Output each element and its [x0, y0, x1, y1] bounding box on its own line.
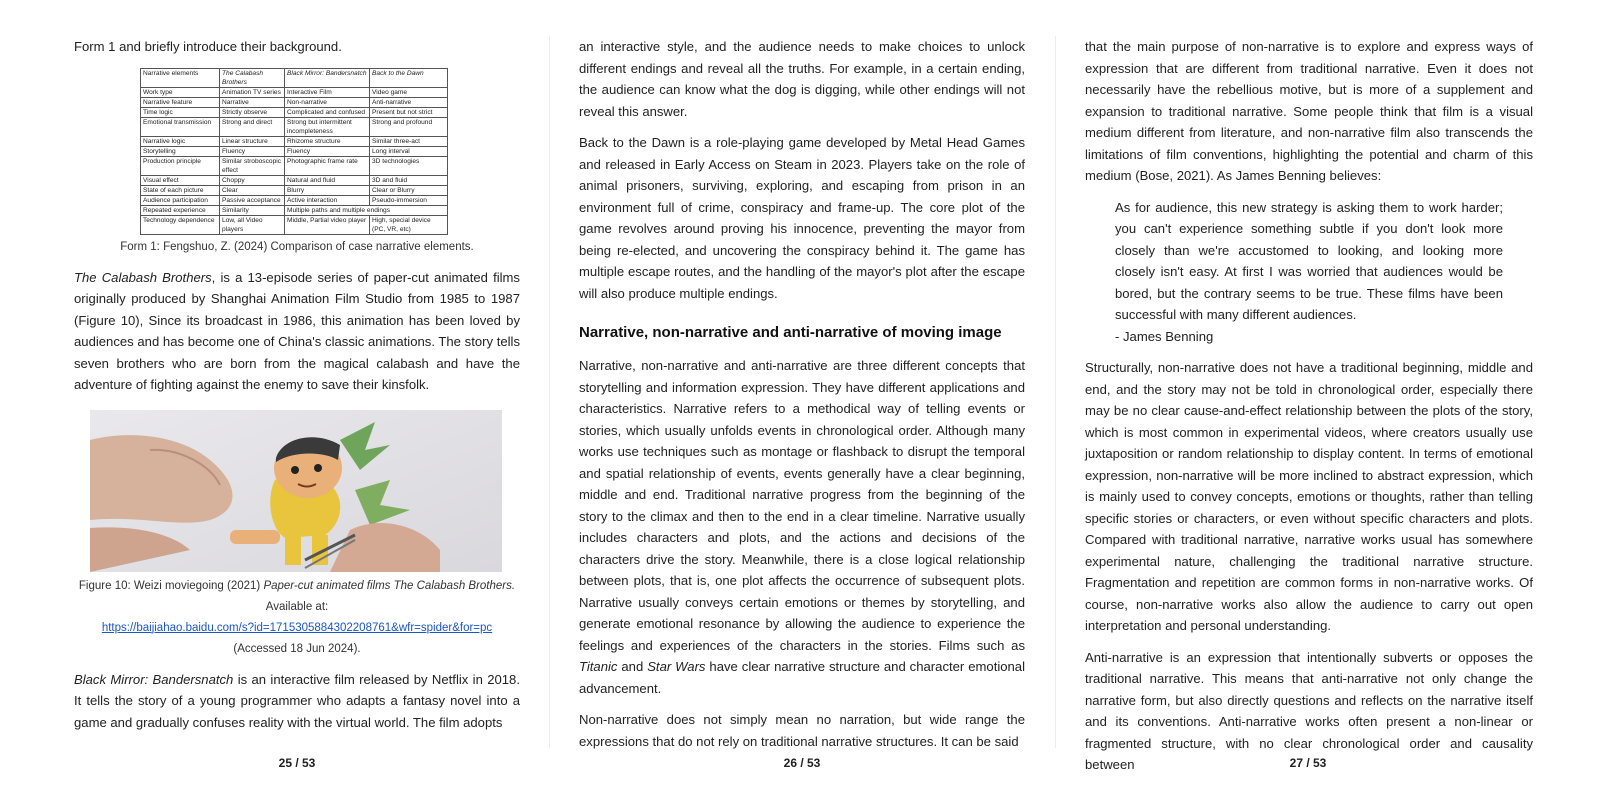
page-number-26: 26 / 53	[783, 756, 821, 770]
table-cell: Narrative feature	[141, 97, 220, 107]
benning-quote	[1115, 197, 1503, 348]
table-cell: State of each picture	[141, 185, 220, 195]
table-cell: Middle, Partial video player	[285, 215, 370, 234]
table-cell: Natural and fluid	[285, 175, 370, 185]
table-row	[141, 195, 448, 205]
table-cell: Storytelling	[141, 146, 220, 156]
table-row	[141, 205, 448, 215]
figure-available-label: Available at:	[265, 600, 329, 613]
page-27	[1085, 0, 1533, 785]
page-26	[579, 0, 1025, 785]
bandersnatch-text: is an interactive film released by Netflix in 2018. It tells the story of a young programmer who adapts a fantasy novel into a game and gradually confuses reality with the virtual world. The film adopts	[74, 671, 520, 730]
table-cell: Blurry	[285, 185, 370, 195]
table-cell: Photographic frame rate	[285, 156, 370, 175]
table-cell: Back to the Dawn	[370, 68, 448, 87]
table-cell: Time logic	[141, 107, 220, 117]
table-caption: Form 1: Fengshuo, Z. (2024) Comparison of case narrative elements.	[120, 240, 474, 253]
table-cell: Fluency	[285, 146, 370, 156]
table-cell: Strong and direct	[220, 117, 285, 136]
page-25	[74, 0, 520, 785]
table-cell: Black Mirror: Bandersnatch	[285, 68, 370, 87]
figure-caption-text: Figure 10: Weizi moviegoing (2021)	[78, 579, 264, 592]
table-cell: Technology dependence	[141, 215, 220, 234]
table-cell: Visual effect	[141, 175, 220, 185]
table-cell: Strictly observe	[220, 107, 285, 117]
table-cell: Multiple paths and multiple endings	[285, 205, 448, 215]
table-cell: Clear or Blurry	[370, 185, 448, 195]
table-cell: Similar stroboscopic effect	[220, 156, 285, 175]
table-row	[141, 215, 448, 234]
table-cell: Choppy	[220, 175, 285, 185]
figure-source-link[interactable]: https://baijiahao.baidu.com/s?id=1715305884302208761&wfr=spider&for=pc	[101, 621, 493, 634]
table-row	[141, 136, 448, 146]
table-row	[141, 146, 448, 156]
table-cell: Long interval	[370, 146, 448, 156]
back-to-dawn-paragraph: Back to the Dawn is a role-playing game developed by Metal Head Games and released in Early Access on Steam in 2023. Players take on the role of animal prisoners, surviving, exploring, and escaping from prison in an environment full of crime, conspiracy and frame-up. The core plot of the game revolves around proving his innocence, preventing the mayor from being re-elected, and uncovering the conspiracy behind it. The game has multiple escape routes, and the handling of the mayor's plot after the escape will also produce multiple endings.	[579, 135, 1025, 301]
table-cell: Low, all Video players	[220, 215, 285, 234]
table-cell: Passive acceptance	[220, 195, 285, 205]
narrative-paragraph	[579, 355, 1025, 699]
table-row	[141, 87, 448, 97]
section-heading: Narrative, non-narrative and anti-narrative of moving image	[579, 324, 1002, 341]
table-cell: Audience participation	[141, 195, 220, 205]
table-cell: Strong but intermittent incompleteness	[285, 117, 370, 136]
table-cell: Pseudo-immersion	[370, 195, 448, 205]
quote-author: - James Benning	[1115, 328, 1214, 344]
narrative-text-end: have clear narrative structure and character emotional advancement.	[579, 659, 1025, 696]
table-cell: 3D and fluid	[370, 175, 448, 185]
calabash-figure-image	[90, 410, 502, 572]
figure-accessed-date: (Accessed 18 Jun 2024).	[233, 642, 361, 655]
table-cell: High, special device (PC, VR, etc)	[370, 215, 448, 234]
figure-caption	[74, 576, 520, 596]
calabash-title: The Calabash Brothers	[74, 269, 212, 285]
calabash-text: , is a 13-episode series of paper-cut animated films originally produced by Shanghai Animation Film Studio from 1985 to 1987 (Figure 10), Since its broadcast in 1986, this animation has been loved by audiences and has become one of China's classic animations. The story tells seven brothers who are born from the magical calabash and have the adventure of fighting against the enemy to save their kinsfolk.	[74, 269, 520, 392]
table-row	[141, 117, 448, 136]
paper-cut-figure-illustration	[90, 410, 502, 572]
table-cell: Clear	[220, 185, 285, 195]
interactive-paragraph: an interactive style, and the audience needs to make choices to unlock different endings and reveal all the truths. For example, in a certain ending, the audience can know what the dog is digging, while other endings will not reveal this answer.	[579, 39, 1025, 119]
anti-narrative-paragraph: Anti-narrative is an expression that intentionally subverts or opposes the traditional narrative. This means that anti-narrative not only change the narrative form, but also directly questions and reflects on the narrative itself and its conventions. Anti-narrative works often present a non-linear or fragmented structure, with no clear chronological order and causality between	[1085, 649, 1533, 772]
page-number-25: 25 / 53	[278, 756, 316, 770]
table-cell: Similar three-act	[370, 136, 448, 146]
intro-text: Form 1 and briefly introduce their background.	[74, 39, 342, 54]
table-cell: Narrative logic	[141, 136, 220, 146]
comparison-table	[140, 68, 448, 235]
table-cell: Fluency	[220, 146, 285, 156]
bandersnatch-title: Black Mirror: Bandersnatch	[74, 671, 234, 687]
table-row	[141, 97, 448, 107]
table-cell: Active interaction	[285, 195, 370, 205]
table-cell: Interactive Film	[285, 87, 370, 97]
table-cell: Complicated and confused	[285, 107, 370, 117]
conjunction-text: and	[617, 659, 648, 674]
table-cell: Animation TV series	[220, 87, 285, 97]
table-cell: Linear structure	[220, 136, 285, 146]
non-narrative-paragraph: Non-narrative does not simply mean no narration, but wide range the expressions that do not rely on traditional narrative structures. It can be said	[579, 712, 1025, 749]
narrative-text: Narrative, non-narrative and anti-narrative are three different concepts that storytelling and information expression. They have different applications and characteristics. Narrative refers to a methodical way of telling events or stories, which usually unfolds events in chronological order. Although many works use techniques such as montage or flashback to disrupt the temporal and spatial relationship of events, events generally have a clear beginning, middle and end. Traditional narrative progress from the beginning of the story to the climax and then to the end in a clear timeline. Narrative usually includes characters and plots, and the actions and decisions of the characters drive the story. Meanwhile, there is a close logical relationship between plots, that is, one plot affects the occurrence of subsequent plots. Narrative usually conveys certain emotions or themes by storytelling, and generate emotional resonance by allowing the audience to experience the feelings and experiences of the characters in the stories. Films such as	[579, 358, 1025, 653]
page-divider	[549, 36, 550, 748]
table-cell: Strong and profound	[370, 117, 448, 136]
table-row	[141, 107, 448, 117]
table-row	[141, 185, 448, 195]
quote-text: As for audience, this new strategy is asking them to work harder; you can't experience something subtle if you don't look more closely than we're accustomed to looking, and looking more closely isn't easy. At first I was worried that audiences would be bored, but the contrary seems to be true. These films have been successful with many different audiences.	[1115, 199, 1503, 322]
calabash-paragraph	[74, 267, 520, 396]
table-cell: Rhizome structure	[285, 136, 370, 146]
structure-paragraph: Structurally, non-narrative does not have a traditional beginning, middle and end, and the story may not be told in chronological order, especially there may be no clear cause-and-effect relationship between the plots of the story, which is most common in experimental videos, where creators usually use juxtaposition or random relationship to display content. In terms of emotional expression, non-narrative will be more inclined to abstract expression, which is mainly used to convey concepts, emotions or thoughts, rather than telling specific stories or characters, or even without specific characters and plots. Compared with traditional narrative, narrative works usual has somewhere experimental nature, challenging the traditional narrative structure. Fragmentation and repetition are common forms in non-narrative works. Of course, non-narrative works also allow the audience to carry out open interpretation and personal understanding.	[1085, 360, 1533, 633]
table-cell: Emotional transmission	[141, 117, 220, 136]
figure-link-row	[74, 618, 520, 638]
non-narrative-purpose-paragraph: that the main purpose of non-narrative is to explore and express ways of expression that are different from traditional narrative. Even it does not necessarily have the rebellious motive, but is more of a supplement and expansion to traditional narrative. Some people think that film is a visual medium different from literature, and non-narrative film also transcends the limitations of film conventions, highlighting the potential and charm of this medium (Bose, 2021). As James Benning believes:	[1085, 39, 1533, 183]
table-cell: Video game	[370, 87, 448, 97]
titanic-title: Titanic	[579, 659, 618, 674]
table-cell: Non-narrative	[285, 97, 370, 107]
star-wars-title: Star Wars	[647, 659, 706, 674]
table-cell: Narrative elements	[141, 68, 220, 87]
table-cell: The Calabash Brothers	[220, 68, 285, 87]
table-row	[141, 156, 448, 175]
table-cell: 3D technologies	[370, 156, 448, 175]
table-cell: Present but not strict	[370, 107, 448, 117]
table-cell: Repeated experience	[141, 205, 220, 215]
page-number-27: 27 / 53	[1289, 756, 1327, 770]
bandersnatch-paragraph	[74, 669, 520, 734]
table-cell: Work type	[141, 87, 220, 97]
figure-caption-title: Paper-cut animated films The Calabash Brothers.	[263, 579, 516, 592]
table-cell: Anti-narrative	[370, 97, 448, 107]
table-cell: Similarity	[220, 205, 285, 215]
page-divider	[1055, 36, 1056, 748]
table-cell: Narrative	[220, 97, 285, 107]
table-header-row	[141, 68, 448, 87]
table-cell: Production principle	[141, 156, 220, 175]
table-row	[141, 175, 448, 185]
